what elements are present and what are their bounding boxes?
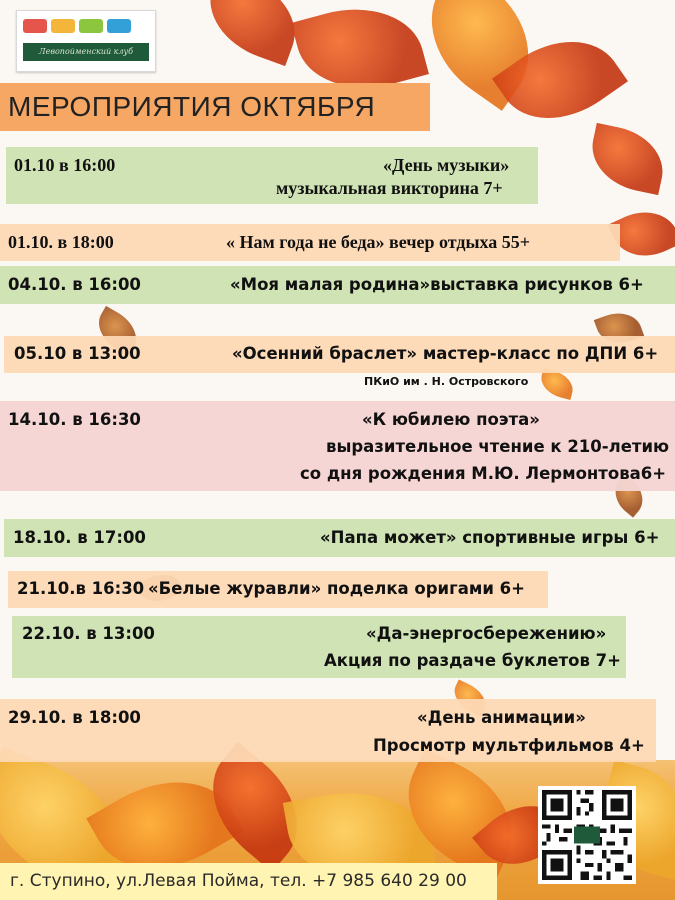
event-date: 18.10. в 17:00 <box>13 528 146 547</box>
event-date: 29.10. в 18:00 <box>8 708 141 727</box>
event-date: 01.10. в 18:00 <box>8 232 114 252</box>
event-row <box>6 147 538 204</box>
event-row <box>0 224 620 261</box>
event-date: 04.10. в 16:00 <box>8 275 141 294</box>
event-location: ПКиО им . Н. Островского <box>364 375 529 388</box>
event-row <box>8 571 548 608</box>
page-title: МЕРОПРИЯТИЯ ОКТЯБРЯ <box>0 83 430 131</box>
event-date: 22.10. в 13:00 <box>22 624 155 643</box>
event-title: «Да-энергосбережению» <box>366 624 607 643</box>
event-row <box>0 266 675 304</box>
event-title: «К юбилею поэта» <box>362 410 540 429</box>
event-title: «Папа может» спортивные игры 6+ <box>320 528 660 547</box>
footer-address: г. Ступино, ул.Левая Пойма, тел. +7 985 640 29 00 <box>0 863 497 900</box>
event-title: «День анимации» <box>417 708 586 727</box>
event-description: Акция по раздаче буклетов 7+ <box>324 651 621 670</box>
event-title: «День музыки» <box>383 155 510 175</box>
event-description: выразительное чтение к 210-летию <box>326 437 670 456</box>
event-title: «Белые журавли» поделка оригами 6+ <box>148 579 525 598</box>
event-title: «Осенний браслет» мастер-класс по ДПИ 6+ <box>232 344 659 363</box>
event-date: 21.10.в 16:30 <box>17 579 145 598</box>
event-date: 05.10 в 13:00 <box>14 344 141 363</box>
event-row <box>4 519 675 557</box>
event-row <box>12 616 626 678</box>
event-title: « Нам года не беда» вечер отдыха 55+ <box>226 232 531 252</box>
qr-code-icon[interactable] <box>538 786 636 884</box>
event-date: 01.10 в 16:00 <box>14 155 116 175</box>
logo-text: Левопойменский клуб <box>23 43 149 61</box>
club-logo <box>16 10 156 72</box>
event-description: со дня рождения М.Ю. Лермонтова6+ <box>300 464 667 483</box>
event-row <box>4 336 675 373</box>
event-description: Просмотр мультфильмов 4+ <box>373 736 645 755</box>
event-title: «Моя малая родина»выставка рисунков 6+ <box>230 275 644 294</box>
event-row <box>0 699 656 762</box>
event-row <box>0 401 675 491</box>
event-description: музыкальная викторина 7+ <box>276 178 503 198</box>
event-date: 14.10. в 16:30 <box>8 410 141 429</box>
